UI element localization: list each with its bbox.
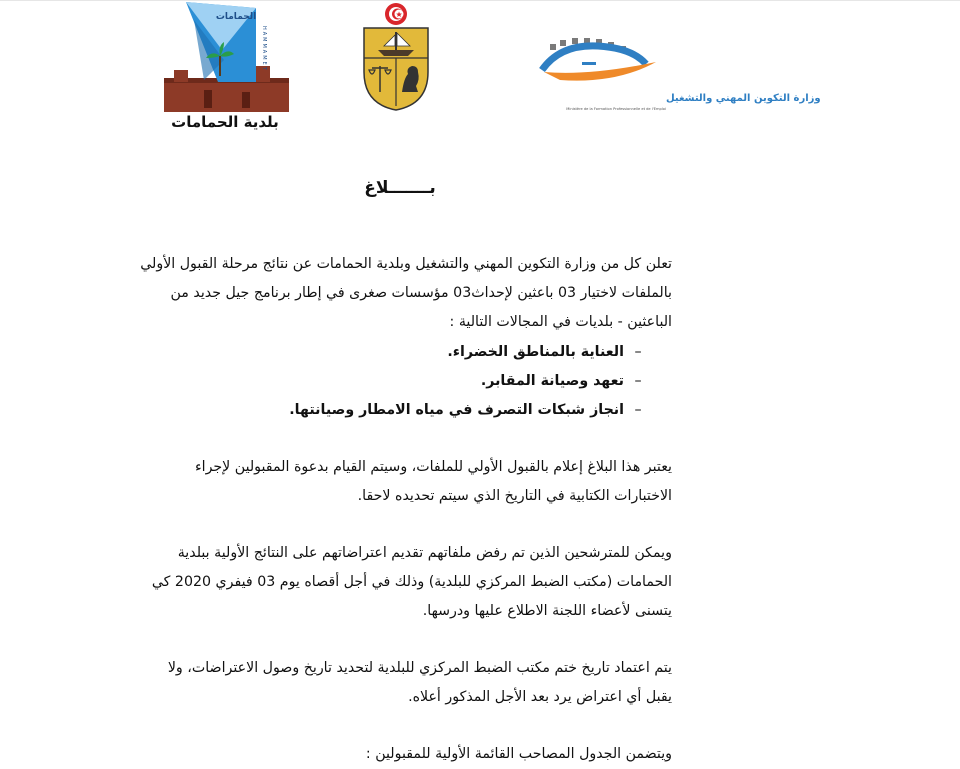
dash-icon: – [634, 402, 642, 418]
ministry-logo-french-text: Ministère de la Formation Professionnelle et de l'Emploi [566, 107, 666, 111]
list-item [140, 396, 652, 425]
list-item [140, 338, 652, 367]
hammamet-municipality-logo-icon [164, 0, 289, 112]
dash-icon: – [634, 344, 642, 360]
acceptance-paragraph: يعتبر هذا البلاغ إعلام بالقبول الأولي للملفات، وسيتم القيام بدعوة المقبولين لإجراء الاختبارات الكتابية في التاريخ الذي سيتم تحديده لاحقا. [194, 459, 672, 504]
deadline-paragraph: يتم اعتماد تاريخ ختم مكتب الضبط المركزي للبلدية لتحديد تاريخ وصول الاعتراضات، ولا يقبل أي اعتراض يرد بعد الأجل المذكور أعلاه. [167, 660, 672, 705]
document-title: بـــــــلاغ [364, 178, 436, 198]
domains-list [140, 338, 672, 425]
municipality-logo-text: الحمامات [215, 12, 257, 22]
list-item [140, 367, 652, 396]
municipality-logo-vertical-text: HAMMAMET [261, 26, 267, 72]
dash-icon: – [634, 373, 642, 389]
municipality-name: بلدية الحمامات [171, 113, 279, 131]
list-item-text: تعهد وصيانة المقابر. [480, 373, 624, 389]
tunisia-coat-of-arms-icon [360, 0, 432, 112]
page-top-edge [0, 0, 960, 1]
ministry-logo-icon [520, 38, 821, 113]
table-note-paragraph: ويتضمن الجدول المصاحب القائمة الأولية للمقبولين : [365, 746, 672, 762]
ministry-logo-arabic-text: وزارة التكوين المهني والتشغيل [666, 93, 821, 104]
intro-paragraph: تعلن كل من وزارة التكوين المهني والتشغيل وبلدية الحمامات عن نتائج مرحلة القبول الأولي بالملفات لاختيار 03 باعثين لإحداث03 مؤسسات صغرى في إطار برنامج جيل جديد من الباعثين - بلديات في المجالات التالية : [140, 256, 672, 330]
objections-paragraph: ويمكن للمترشحين الذين تم رفض ملفاتهم تقديم اعتراضاتهم على النتائج الأولية ببلدية الحمامات (مكتب الضبط المركزي للبلدية) وذلك في أجل أقصاه يوم 03 فيفري 2020 كي يتسنى لأعضاء اللجنة الاطلاع عليها ودرسها. [151, 545, 672, 619]
list-item-text: العناية بالمناطق الخضراء. [447, 344, 624, 360]
document-body [140, 250, 672, 769]
list-item-text: انجاز شبكات التصرف في مياه الامطار وصيانتها. [289, 402, 624, 418]
